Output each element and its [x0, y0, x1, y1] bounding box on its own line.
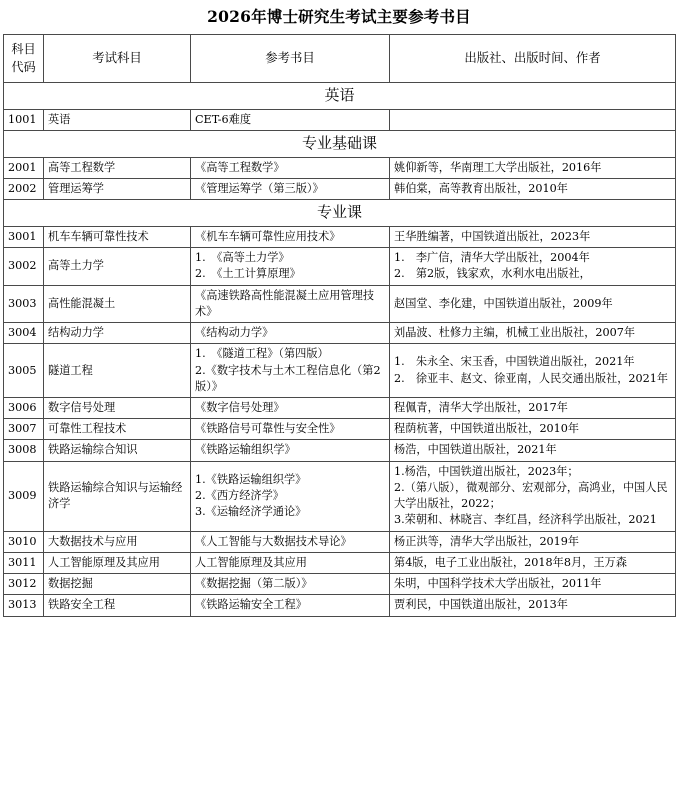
- cell-reference-books: [191, 109, 390, 130]
- cell-subject-code: 3009: [4, 461, 44, 531]
- reference-book-entry: 2.《数字技术与土木工程信息化（第2版）》: [195, 363, 381, 393]
- table-row: [4, 178, 676, 199]
- cell-subject-name: 数字信号处理: [44, 397, 191, 418]
- page-title: 2026年博士研究生考试主要参考书目: [207, 7, 471, 26]
- section-title: 英语: [4, 82, 676, 109]
- cell-subject-name: 高等土力学: [44, 248, 191, 285]
- cell-subject-code: 3004: [4, 323, 44, 344]
- cell-publisher-info: [390, 109, 676, 130]
- publisher-entry: 2. 第2版，钱家欢，水利水电出版社，: [394, 267, 591, 281]
- cell-publisher-info: [390, 344, 676, 398]
- reference-book-entry: CET-6难度: [195, 112, 252, 126]
- reference-book-entry: 1.《铁路运输组织学》: [195, 472, 307, 486]
- table-row: [4, 440, 676, 461]
- section-header-row: [4, 82, 676, 109]
- reference-book-entry: 2. 《土工计算原理》: [195, 267, 301, 281]
- cell-subject-name: 结构动力学: [44, 323, 191, 344]
- reference-book-entry: 3.《运输经济学通论》: [195, 505, 307, 519]
- reference-booklist-table: [3, 34, 676, 617]
- publisher-entry: 1.杨浩，中国铁道出版社，2023年；: [394, 464, 579, 478]
- cell-publisher-info: [390, 285, 676, 322]
- cell-subject-code: 3006: [4, 397, 44, 418]
- table-row: [4, 461, 676, 531]
- publisher-entry: 刘晶波、杜修力主编，机械工业出版社，2007年: [394, 326, 636, 340]
- publisher-entry: 2.（第八版），微观部分、宏观部分，高鸿业，中国人民大学出版社，2022；: [394, 480, 668, 511]
- cell-subject-code: 2002: [4, 178, 44, 199]
- cell-publisher-info: [390, 157, 676, 178]
- table-row: [4, 595, 676, 616]
- cell-reference-books: [191, 595, 390, 616]
- publisher-entry: 赵国堂、李化建，中国铁道出版社，2009年: [394, 296, 613, 310]
- cell-publisher-info: [390, 440, 676, 461]
- cell-reference-books: [191, 440, 390, 461]
- reference-book-entry: 《结构动力学》: [195, 326, 274, 340]
- column-header-code-line1: 科目: [11, 42, 36, 57]
- reference-book-entry: 人工智能原理及其应用: [195, 555, 307, 569]
- section-title: 专业课: [4, 200, 676, 227]
- table-row: [4, 552, 676, 573]
- cell-publisher-info: [390, 461, 676, 531]
- section-title: 专业基础课: [4, 130, 676, 157]
- reference-book-entry: 《铁路信号可靠性与安全性》: [195, 422, 341, 436]
- table-row: [4, 323, 676, 344]
- column-header-code: [4, 34, 44, 82]
- table-row: [4, 109, 676, 130]
- reference-book-entry: 《管理运筹学（第三版）》: [195, 181, 324, 195]
- publisher-entry: 韩伯棠，高等教育出版社，2010年: [394, 181, 568, 195]
- publisher-entry: 程荫杭著，中国铁道出版社，2010年: [394, 422, 580, 436]
- cell-subject-name: 人工智能原理及其应用: [44, 552, 191, 573]
- cell-subject-name: 铁路运输综合知识: [44, 440, 191, 461]
- cell-reference-books: [191, 178, 390, 199]
- cell-reference-books: [191, 226, 390, 247]
- cell-subject-name: 高性能混凝土: [44, 285, 191, 322]
- cell-subject-code: 3005: [4, 344, 44, 398]
- cell-reference-books: [191, 531, 390, 552]
- reference-book-entry: 《高等工程数学》: [195, 160, 285, 174]
- cell-reference-books: [191, 419, 390, 440]
- column-header-books: 参考书目: [191, 34, 390, 82]
- cell-subject-code: 3008: [4, 440, 44, 461]
- section-header-row: [4, 200, 676, 227]
- publisher-entry: 姚仰新等，华南理工大学出版社，2016年: [394, 160, 602, 174]
- cell-publisher-info: [390, 531, 676, 552]
- publisher-entry: 王华胜编著，中国铁道出版社，2023年: [394, 229, 591, 243]
- cell-subject-code: 3013: [4, 595, 44, 616]
- cell-subject-code: 1001: [4, 109, 44, 130]
- table-row: [4, 344, 676, 398]
- reference-book-entry: 《数据挖掘（第二版）》: [195, 577, 313, 591]
- reference-book-entry: 1. 《高等土力学》: [195, 251, 290, 265]
- cell-publisher-info: [390, 419, 676, 440]
- publisher-entry: 朱明，中国科学技术大学出版社，2011年: [394, 577, 602, 591]
- column-header-publisher: 出版社、出版时间、作者: [390, 34, 676, 82]
- column-header-subject: 考试科目: [44, 34, 191, 82]
- cell-reference-books: [191, 323, 390, 344]
- cell-reference-books: [191, 344, 390, 398]
- cell-publisher-info: [390, 595, 676, 616]
- cell-reference-books: [191, 248, 390, 285]
- column-header-code-line2: 代码: [11, 60, 36, 75]
- table-header: [4, 34, 676, 82]
- table-row: [4, 531, 676, 552]
- cell-reference-books: [191, 461, 390, 531]
- publisher-entry: 2. 徐亚丰、赵文、徐亚南，人民交通出版社，2021年: [394, 371, 669, 385]
- cell-subject-code: 3011: [4, 552, 44, 573]
- reference-book-entry: 《机车车辆可靠性应用技术》: [195, 229, 341, 243]
- cell-publisher-info: [390, 574, 676, 595]
- cell-reference-books: [191, 157, 390, 178]
- reference-book-entry: 《铁路运输组织学》: [195, 443, 296, 457]
- cell-subject-name: 高等工程数学: [44, 157, 191, 178]
- cell-subject-name: 大数据技术与应用: [44, 531, 191, 552]
- cell-publisher-info: [390, 248, 676, 285]
- table-row: [4, 226, 676, 247]
- table-row: [4, 419, 676, 440]
- cell-reference-books: [191, 397, 390, 418]
- cell-reference-books: [191, 285, 390, 322]
- publisher-entry: 1. 李广信，清华大学出版社，2004年: [394, 251, 590, 265]
- publisher-entry: 程佩青，清华大学出版社，2017年: [394, 400, 568, 414]
- cell-publisher-info: [390, 323, 676, 344]
- cell-subject-name: 铁路运输综合知识与运输经济学: [44, 461, 191, 531]
- reference-book-entry: 《高速铁路高性能混凝土应用管理技术》: [195, 288, 375, 318]
- cell-subject-name: 机车车辆可靠性技术: [44, 226, 191, 247]
- header-row: [4, 34, 676, 82]
- table-row: [4, 248, 676, 285]
- cell-subject-name: 管理运筹学: [44, 178, 191, 199]
- reference-book-entry: 2.《西方经济学》: [195, 489, 284, 503]
- reference-book-entry: 1. 《隧道工程》（第四版）: [195, 347, 329, 361]
- cell-subject-code: 3001: [4, 226, 44, 247]
- table-row: [4, 285, 676, 322]
- cell-subject-code: 3002: [4, 248, 44, 285]
- cell-subject-name: 英语: [44, 109, 191, 130]
- cell-subject-code: 2001: [4, 157, 44, 178]
- cell-publisher-info: [390, 397, 676, 418]
- cell-reference-books: [191, 574, 390, 595]
- cell-publisher-info: [390, 552, 676, 573]
- cell-publisher-info: [390, 178, 676, 199]
- cell-subject-code: 3012: [4, 574, 44, 595]
- publisher-entry: 第4版，电子工业出版社，2018年8月，王万森: [394, 555, 627, 569]
- reference-book-entry: 《人工智能与大数据技术导论》: [195, 534, 352, 548]
- reference-book-entry: 《数字信号处理》: [195, 400, 285, 414]
- cell-subject-code: 3003: [4, 285, 44, 322]
- section-header-row: [4, 130, 676, 157]
- cell-subject-name: 隧道工程: [44, 344, 191, 398]
- table-body: [4, 82, 676, 616]
- publisher-entry: 贾利民，中国铁道出版社，2013年: [394, 598, 568, 612]
- cell-subject-name: 铁路安全工程: [44, 595, 191, 616]
- publisher-entry: 杨正洪等，清华大学出版社，2019年: [394, 534, 580, 548]
- table-row: [4, 157, 676, 178]
- publisher-entry: 1. 朱永全、宋玉香，中国铁道出版社，2021年: [394, 355, 635, 369]
- cell-reference-books: [191, 552, 390, 573]
- table-row: [4, 397, 676, 418]
- publisher-entry: 3.荣朝和、林晓言、李红昌，经济科学出版社，2021: [394, 513, 657, 527]
- table-row: [4, 574, 676, 595]
- cell-subject-name: 数据挖掘: [44, 574, 191, 595]
- cell-subject-name: 可靠性工程技术: [44, 419, 191, 440]
- publisher-entry: 杨浩，中国铁道出版社，2021年: [394, 443, 557, 457]
- cell-subject-code: 3007: [4, 419, 44, 440]
- cell-publisher-info: [390, 226, 676, 247]
- reference-book-entry: 《铁路运输安全工程》: [195, 598, 307, 612]
- cell-subject-code: 3010: [4, 531, 44, 552]
